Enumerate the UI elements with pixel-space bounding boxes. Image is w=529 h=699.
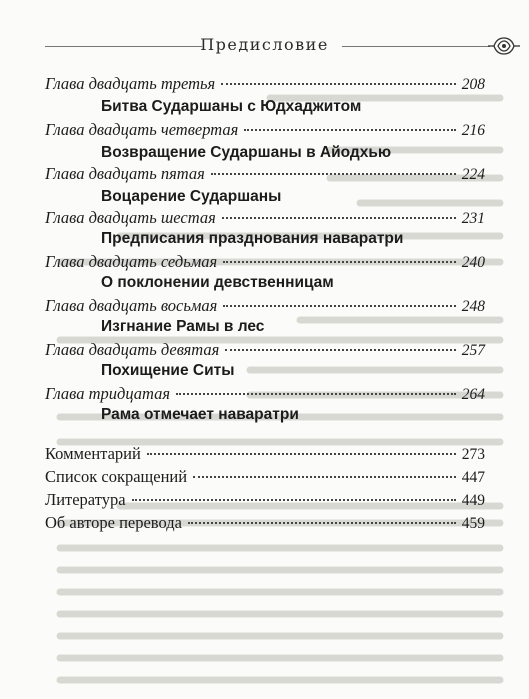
page-number: 248 [461,298,485,315]
ornament-icon [486,34,522,58]
chapter-title: Рама отмечает наваратри [101,406,299,423]
toc-entry-chapter-24[interactable] [45,120,485,142]
toc-entry-chapter-23[interactable] [45,74,485,96]
toc-entry-abbreviations[interactable] [45,467,485,489]
section-label: Список сокращений [45,467,188,486]
page-number: 231 [461,210,485,227]
page-number: 447 [461,469,485,486]
toc-entry-chapter-28[interactable] [45,296,485,318]
dot-leader [132,499,456,501]
page-number: 449 [461,492,485,509]
running-header [0,0,529,62]
page-number: 257 [461,342,485,359]
dot-leader [176,393,456,395]
chapter-title: Битва Сударшаны с Юдхаджитом [101,98,362,115]
toc-entry-commentary[interactable] [45,444,485,466]
dot-leader [223,261,456,263]
dot-leader [147,453,456,455]
page-number: 208 [461,76,485,93]
dot-leader [225,349,455,351]
chapter-label: Глава двадцать третья [45,74,216,93]
header-rule-right [342,46,490,47]
dot-leader [221,83,456,85]
chapter-label: Глава двадцать четвертая [45,120,239,139]
page-number: 216 [461,122,485,139]
chapter-label: Глава двадцать седьмая [45,252,218,271]
toc-entry-chapter-29[interactable] [45,340,485,362]
toc-entry-chapter-27[interactable] [45,252,485,274]
chapter-label: Глава двадцать шестая [45,208,216,227]
chapter-label: Глава двадцать восьмая [45,296,218,315]
dot-leader [193,476,456,478]
dot-leader [223,305,455,307]
chapter-title: О поклонении девственницам [101,274,334,291]
chapter-title: Предписания празднования наваратри [101,230,404,247]
page-number: 273 [461,446,485,463]
toc-entry-literature[interactable] [45,490,485,512]
dot-leader [211,173,456,175]
chapter-title: Похищение Ситы [101,362,235,379]
dot-leader [222,217,456,219]
section-label: Об авторе перевода [45,513,182,532]
page-number: 224 [461,166,485,183]
chapter-title: Воцарение Сударшаны [101,188,282,205]
chapter-title: Возвращение Сударшаны в Айодхью [101,144,392,161]
page-number: 459 [461,515,485,532]
toc-entry-chapter-26[interactable] [45,208,485,230]
chapter-label: Глава тридцатая [45,384,171,403]
toc-entry-chapter-30[interactable] [45,384,485,406]
dot-leader [188,522,456,524]
page-number: 264 [461,386,485,403]
chapter-label: Глава двадцать пятая [45,164,205,183]
running-header-title: Предисловие [200,35,329,54]
toc-entry-about-translator[interactable] [45,513,485,535]
chapter-title: Изгнание Рамы в лес [101,318,265,335]
chapter-label: Глава двадцать девятая [45,340,220,359]
section-label: Комментарий [45,444,141,463]
page-number: 240 [461,254,485,271]
section-label: Литература [45,490,126,509]
toc-entry-chapter-25[interactable] [45,164,485,186]
dot-leader [244,129,455,131]
